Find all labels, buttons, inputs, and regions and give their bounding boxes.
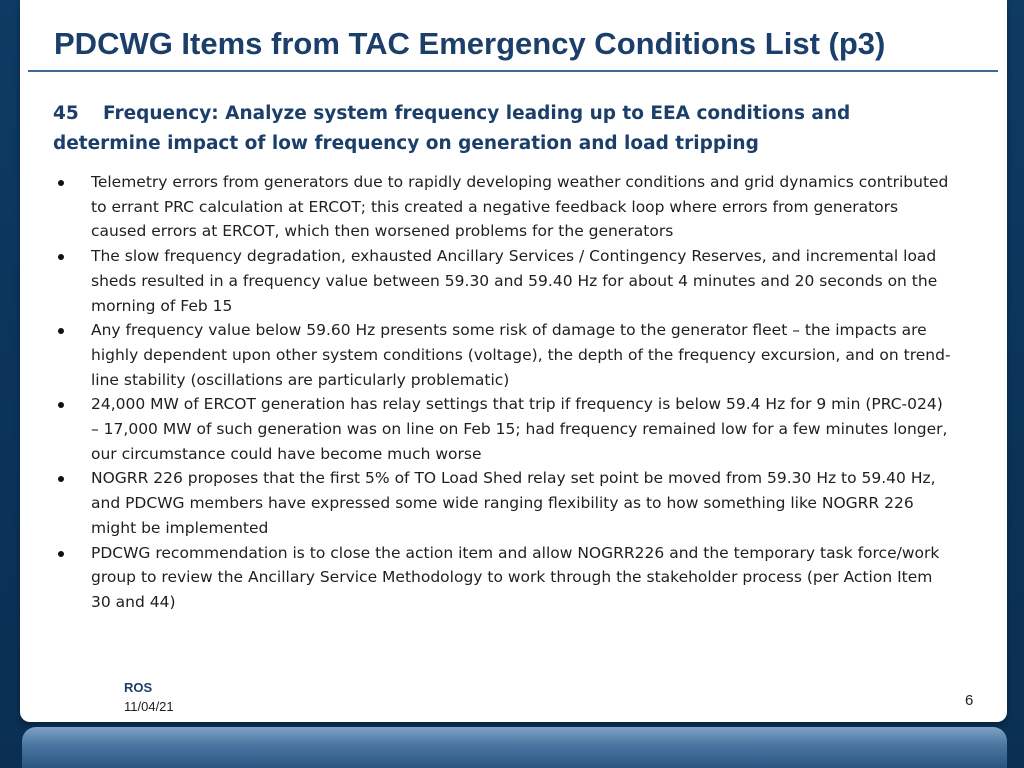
bullet-list — [53, 170, 953, 615]
heading-line-2: determine impact of low frequency on generation and load tripping — [53, 133, 759, 154]
page-number: 6 — [965, 692, 974, 709]
item-number: 45 — [53, 103, 79, 124]
bullet-text: Telemetry errors from generators due to rapidly developing weather conditions and grid dynamics contributed to errant PRC calculation at ERCOT; this created a negative feedback loop where errors from generators caused errors at ERCOT, which then worsened problems for the generators — [91, 173, 949, 241]
bottom-decorative-bar — [22, 727, 1007, 768]
list-item — [53, 170, 953, 244]
list-item — [53, 392, 953, 466]
footer-org: ROS — [124, 680, 153, 695]
list-item — [53, 318, 953, 392]
list-item — [53, 466, 953, 540]
bullet-icon — [58, 254, 64, 260]
heading-line-1: Frequency: Analyze system frequency leading up to EEA conditions and — [103, 103, 851, 124]
bullet-icon — [58, 180, 64, 186]
bullet-text: NOGRR 226 proposes that the first 5% of TO Load Shed relay set point be moved from 59.30 Hz to 59.40 Hz, and PDCWG members have expressed some wide ranging flexibility as to how something like NOGRR 226 might be implemented — [91, 469, 936, 537]
list-item — [53, 541, 953, 615]
bullet-text: Any frequency value below 59.60 Hz presents some risk of damage to the generator fleet – the impacts are highly dependent upon other system conditions (voltage), the depth of the frequency excursion, and on trend-line stability (oscillations are particularly problematic) — [91, 321, 951, 389]
footer-date: 11/04/21 — [124, 699, 174, 714]
bullet-icon — [58, 551, 64, 557]
bullet-icon — [58, 328, 64, 334]
slide-content-panel — [20, 0, 1007, 722]
bullet-text: 24,000 MW of ERCOT generation has relay settings that trip if frequency is below 59.4 Hz for 9 min (PRC-024) – 17,000 MW of such generation was on line on Feb 15; had frequency remained low for a few minutes longer, our circumstance could have become much worse — [91, 395, 948, 463]
bullet-icon — [58, 476, 64, 482]
section-heading — [53, 99, 953, 159]
bullet-text: The slow frequency degradation, exhausted Ancillary Services / Contingency Reserves, and incremental load sheds resulted in a frequency value between 59.30 and 59.40 Hz for about 4 minutes and 20 seconds on the morning of Feb 15 — [91, 247, 938, 315]
title-divider — [28, 70, 998, 72]
bullet-text: PDCWG recommendation is to close the action item and allow NOGRR226 and the temporary task force/work group to review the Ancillary Service Methodology to work through the stakeholder process (per Action Item 30 and 44) — [91, 543, 940, 611]
bullet-icon — [58, 402, 64, 408]
slide-title: PDCWG Items from TAC Emergency Conditions List (p3) — [54, 26, 886, 61]
list-item — [53, 244, 953, 318]
